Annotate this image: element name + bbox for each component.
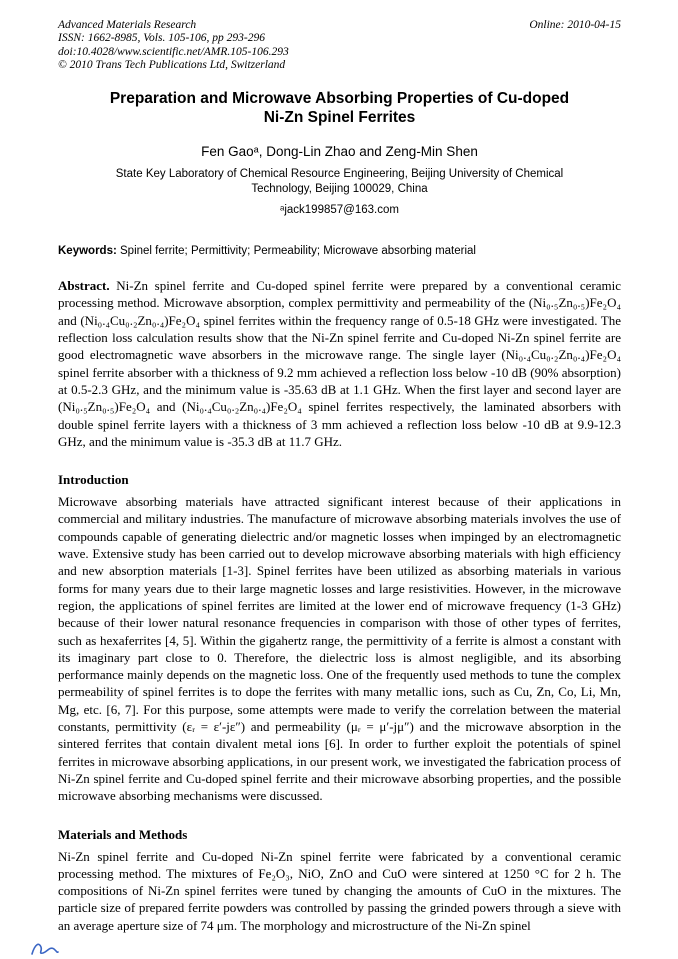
affiliation — [58, 167, 621, 197]
paper-title-line2: Ni-Zn Spinel Ferrites — [263, 109, 416, 127]
paper-title-line1: Preparation and Microwave Absorbing Properties of Cu-doped — [109, 90, 570, 108]
online-date: Online: 2010-04-15 — [529, 19, 621, 31]
email-line: ᵃjack199857@163.com — [280, 204, 399, 217]
journal-header — [58, 19, 621, 72]
keywords-label: Keywords: — [58, 245, 117, 258]
section-heading-introduction: Introduction — [58, 472, 129, 488]
authors-line: Fen Gaoᵃ, Dong-Lin Zhao and Zeng-Min Shen — [201, 144, 478, 160]
journal-issn-line: ISSN: 1662-8985, Vols. 105-106, pp 293-296 — [58, 32, 265, 45]
keywords-line — [58, 244, 621, 258]
abstract-label: Abstract. — [58, 278, 110, 294]
section-heading-materials-and-methods: Materials and Methods — [58, 826, 188, 842]
introduction-paragraph: Microwave absorbing materials have attracted significant interest because of their applications in commercial and military industries. The manufacture of microwave absorbing materials involves the use of compounds capable of generating dielectric and/or magnetic losses when impinged by an electromagnetic wave. Extensive study has been carried out to develop microwave absorbing materials with high efficiency and new absorption materials [1-3]. Spinel ferrites have been utilized as absorbing materials in various forms for many years due to their large magnetic losses and large resistivities. However, in the microwave region, the applications of spinel ferrites are limited at the lower end of microwave frequency (1-3 GHz) because of their lower natural resonance frequencies in comparison with those of other types of ferrites, such as hexaferrites [4, 5]. Within the gigahertz range, the permittivity of a ferrite is almost a constant with its imaginary part close to 0. Therefore, the dielectric loss is almost negligible, and its absorbing performance mainly depends on the magnetic loss. One of the frequently used methods to tune the complex permeability of spinel ferrites is to dope the ferrites with many metallic ions, such as Cu, Zn, Co, Li, Mn, Mg, etc. [6, 7]. For this purpose, some attempts were made to verify the correlation between the material constants, permittivity (εᵣ = ε′-jε″) and permeability (μᵣ = μ′-jμ″) and the microwave absorption in the sintered ferrites that contain divalent metal ions [6]. In order to further exploit the potentials of spinel ferrites in microwave absorbing applications, in our present work, we investigated the fabrication process of Ni-Zn spinel ferrite and Cu-doped spinel ferrite and their microwave absorbing properties, and the possible microwave absorbing mechanisms were discussed. — [58, 494, 621, 804]
journal-name: Advanced Materials Research — [58, 19, 197, 31]
affiliation-line2: Technology, Beijing 100029, China — [251, 183, 428, 196]
keywords-text: Spinel ferrite; Permittivity; Permeability; Microwave absorbing material — [120, 245, 476, 258]
corner-scribble-icon — [30, 941, 60, 957]
abstract-text: Ni-Zn spinel ferrite and Cu-doped spinel ferrite were prepared by a conventional ceramic processing method. Microwave absorption, complex permittivity and permeability of the (Ni₀.₅Zn₀.₅)Fe₂O₄ and (Ni₀.₄Cu₀.₂Zn₀.₄)Fe₂O₄ spinel ferrites within the frequency range of 0.5-18 GHz were investigated. The reflection loss calculation results show that the Ni-Zn spinel ferrite and Cu-doped Ni-Zn spinel ferrite are good electromagnetic wave absorbers in the microwave range. The single layer (Ni₀.₄Cu₀.₂Zn₀.₄)Fe₂O₄ spinel ferrite absorber with a thickness of 9.2 mm achieved a reflection loss below -10 dB (90% absorption) at 0.5-2.3 GHz, and the minimum value is -35.63 dB at 1.1 GHz. When the first layer and second layer are (Ni₀.₅Zn₀.₅)Fe₂O₄ and (Ni₀.₄Cu₀.₂Zn₀.₄)Fe₂O₄ spinel ferrites respectively, the laminated absorbers with double spinel ferrite layers with a thickness of 3 mm achieved a reflection loss below -10 dB at 9.9-12.3 GHz, and the minimum value is -35.3 dB at 11.7 GHz. — [58, 278, 622, 449]
materials-and-methods-paragraph: Ni-Zn spinel ferrite and Cu-doped Ni-Zn spinel ferrite were fabricated by a conventional ceramic processing method. The mixtures of Fe₂O₃, NiO, ZnO and CuO were sintered at 1250 °C for 2 h. The compositions of Ni-Zn spinel ferrites were tuned by changing the amounts of CuO in the mixtures. The particle size of prepared ferrite powders was controlled by passing the grinded powers through a sieve with an average aperture size of 74 μm. The morphology and microstructure of the Ni-Zn spinel — [58, 848, 621, 933]
affiliation-line1: State Key Laboratory of Chemical Resource Engineering, Beijing University of Chemical — [115, 168, 564, 181]
paper-title — [58, 89, 621, 127]
journal-meta — [58, 19, 289, 72]
abstract-paragraph — [58, 277, 621, 450]
journal-copyright-line: © 2010 Trans Tech Publications Ltd, Switzerland — [58, 58, 286, 71]
journal-doi-line: doi:10.4028/www.scientific.net/AMR.105-106.293 — [58, 45, 289, 58]
